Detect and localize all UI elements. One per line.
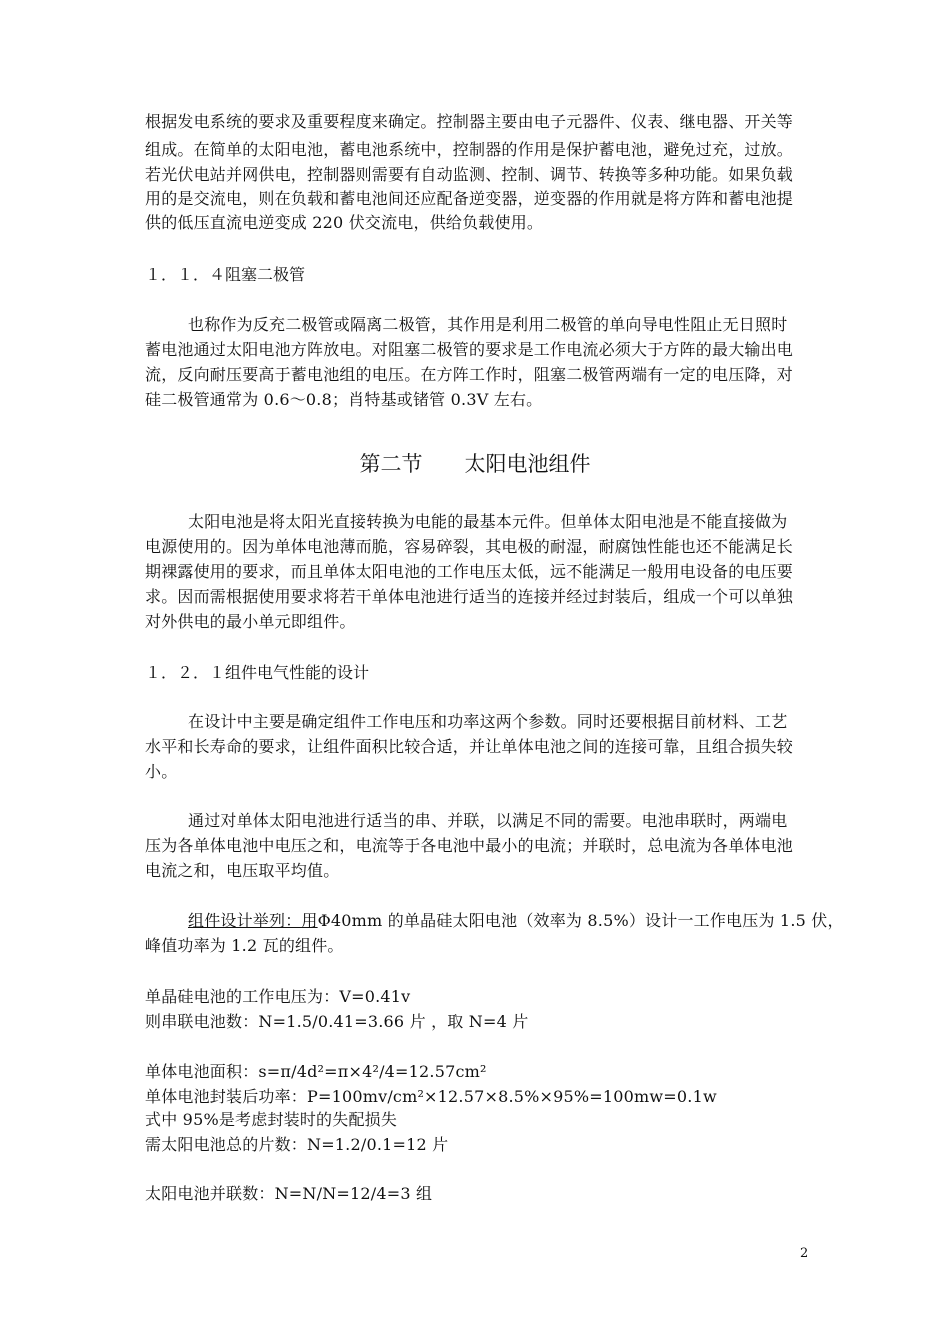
calc-line-1: 单晶硅电池的工作电压为：V=0.41v: [145, 987, 411, 1006]
para5-line-2: 压为各单体电池中电压之和，电流等于各电池中最小的电流；并联时，总电流为各单体电池: [145, 836, 794, 855]
heading-1-1-4: １．１．４阻塞二极管: [145, 265, 306, 284]
para1-line-1: 根据发电系统的要求及重要程度来确定。控制器主要由电子元器件、仪表、继电器、开关等: [145, 112, 794, 131]
para2-line-3: 流，反向耐压要高于蓄电池组的电压。在方阵工作时，阻塞二极管两端有一定的电压降，对: [145, 365, 794, 384]
para1-line-3: 若光伏电站并网供电，控制器则需要有自动监测、控制、调节、转换等多种功能。如果负载: [145, 165, 794, 184]
calc-line-7: 太阳电池并联数：N=N/N=12/4=3 组: [145, 1184, 433, 1203]
example-label: 组件设计举列：用: [188, 911, 318, 930]
example-line-1-rest: Φ40mm 的单晶硅太阳电池（效率为 8.5%）设计一工作电压为 1.5 伏，: [317, 911, 844, 930]
calc-line-2: 则串联电池数：N=1.5/0.41=3.66 片 ，取 N=4 片: [145, 1012, 529, 1031]
calc-line-6: 需太阳电池总的片数：N=1.2/0.1=12 片: [145, 1135, 449, 1154]
calc-line-5: 式中 95%是考虑封装时的失配损失: [145, 1110, 398, 1129]
section-title: 第二节 太阳电池组件: [359, 452, 591, 476]
example-line-2: 峰值功率为 1.2 瓦的组件。: [145, 936, 344, 955]
para3-line-3: 期裸露使用的要求，而且单体太阳电池的工作电压太低，远不能满足一般用电设备的电压要: [145, 562, 794, 581]
para2-line-2: 蓄电池通过太阳电池方阵放电。对阻塞二极管的要求是工作电流必须大于方阵的最大输出电: [145, 340, 794, 359]
para5-line-1: 通过对单体太阳电池进行适当的串、并联，以满足不同的需要。电池串联时，两端电: [188, 811, 788, 830]
example-line-1: [188, 909, 844, 933]
para3-line-2: 电源使用的。因为单体电池薄而脆，容易碎裂，其电极的耐湿，耐腐蚀性能也还不能满足长: [145, 537, 794, 556]
para4-line-2: 水平和长寿命的要求，让组件面积比较合适，并让单体电池之间的连接可靠，且组合损失较: [145, 737, 794, 756]
page-number: 2: [800, 1246, 809, 1261]
calc-line-4: 单体电池封装后功率：P=100mv/cm²×12.57×8.5%×95%=100mw=0.1w: [145, 1087, 717, 1106]
para4-line-3: 小。: [145, 762, 178, 781]
heading-1-2-1: １．２．１组件电气性能的设计: [145, 663, 370, 682]
para1-line-4: 用的是交流电，则在负载和蓄电池间还应配备逆变器，逆变器的作用就是将方阵和蓄电池提: [145, 189, 794, 208]
para4-line-1: 在设计中主要是确定组件工作电压和功率这两个参数。同时还要根据目前材料、工艺: [188, 712, 788, 731]
para5-line-3: 电流之和，电压取平均值。: [145, 861, 340, 880]
calc-line-3: 单体电池面积：s=π/4d²=π×4²/4=12.57cm²: [145, 1062, 487, 1081]
para3-line-5: 对外供电的最小单元即组件。: [145, 612, 356, 631]
para2-line-4: 硅二极管通常为 0.6～0.8；肖特基或锗管 0.3V 左右。: [145, 390, 543, 409]
para3-line-4: 求。因而需根据使用要求将若干单体电池进行适当的连接并经过封装后，组成一个可以单独: [145, 587, 794, 606]
para1-line-2: 组成。在简单的太阳电池，蓄电池系统中，控制器的作用是保护蓄电池，避免过充，过放。: [145, 140, 794, 159]
para3-line-1: 太阳电池是将太阳光直接转换为电能的最基本元件。但单体太阳电池是不能直接做为: [188, 512, 788, 531]
para2-line-1: 也称作为反充二极管或隔离二极管，其作用是利用二极管的单向导电性阻止无日照时: [188, 315, 788, 334]
para1-line-5: 供的低压直流电逆变成 220 伏交流电，供给负载使用。: [145, 213, 544, 232]
